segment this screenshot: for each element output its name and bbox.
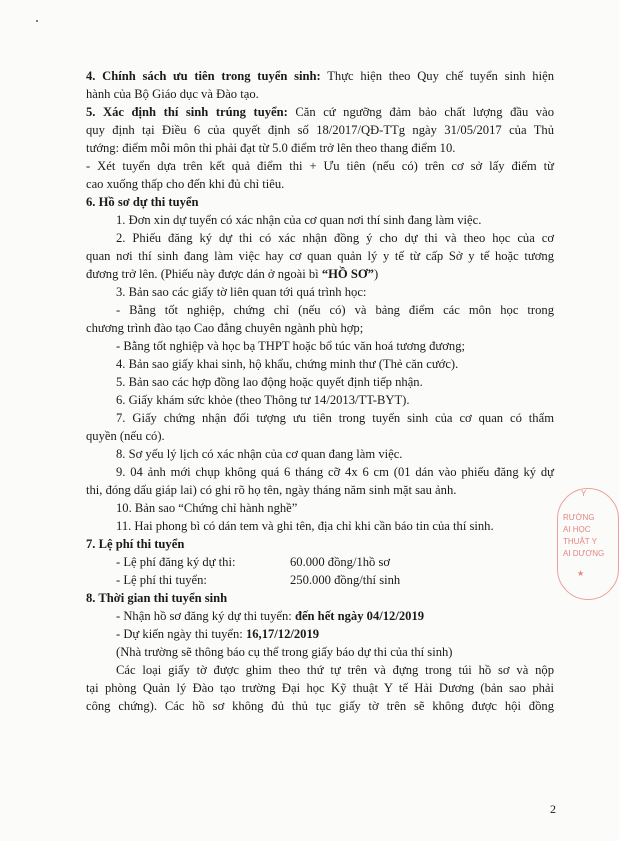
list-item: 9. 04 ảnh mới chụp không quá 6 tháng cỡ 4x 6 cm (01 dán vào phiếu đăng ký dự xyxy=(116,465,554,479)
stamp: RƯỜNG xyxy=(563,513,595,522)
text-line: chương trình đào tạo Cao đẳng chuyên ngành phù hợp; xyxy=(86,321,364,335)
stamp: AI DƯƠNG xyxy=(563,549,605,558)
list-item: - Bằng tốt nghiệp, chứng chỉ (nếu có) và bảng điểm các môn học trong xyxy=(116,303,554,317)
text-line: tướng: điểm mỗi môn thi phải đạt từ 5.0 điểm trở lên theo thang điểm 10. xyxy=(86,141,456,155)
text-line: Các loại giấy tờ được ghim theo thứ tự trên và đựng trong túi hồ sơ và nộp xyxy=(116,663,554,677)
line-4-priority xyxy=(86,68,554,84)
text-bold: đến hết ngày 04/12/2019 xyxy=(294,609,425,623)
text-line: thi, đóng dấu giáp lai) có ghi rõ họ tên, ngày tháng năm sinh mặt sau ảnh. xyxy=(86,483,457,497)
text-line: quy định tại Điều 6 của quyết định số 18/2017/QĐ-TTg ngày 31/05/2017 của Thủ xyxy=(86,123,554,137)
stamp: Y xyxy=(581,489,587,498)
stamp: ★ xyxy=(577,569,585,578)
list-item: 3. Bản sao các giấy tờ liên quan tới quá trình học: xyxy=(116,285,367,299)
list-item: 4. Bản sao giấy khai sinh, hộ khẩu, chứng minh thư (Thẻ căn cước). xyxy=(116,357,459,371)
list-item: 7. Giấy chứng nhận đối tượng ưu tiên trong tuyển sinh của cơ quan có thẩm xyxy=(116,411,554,425)
fee-value: 60.000 đồng/1hồ sơ xyxy=(290,555,391,569)
stamp: AI HỌC xyxy=(563,525,591,534)
list-item: - Bằng tốt nghiệp và học bạ THPT hoặc bổ túc văn hoá tương đương; xyxy=(116,339,465,353)
schedule-item xyxy=(116,626,319,642)
list-item: 11. Hai phong bì có dán tem và ghi tên, địa chỉ khi cần báo tin của thí sinh. xyxy=(116,519,494,533)
text: Căn cứ ngưỡng đảm bảo chất lượng đầu vào xyxy=(287,105,554,119)
text: - Dự kiến ngày thi tuyển: xyxy=(116,627,246,641)
text-line: - Xét tuyển dựa trên kết quả điểm thi + Ưu tiên (nếu có) trên cơ sở lấy điểm từ xyxy=(86,159,554,173)
text: Thực hiện theo Quy chế tuyển sinh hiện xyxy=(320,69,554,83)
fee-label: - Lệ phí thi tuyển: xyxy=(116,573,207,587)
text-line: cao xuống thấp cho đến khi đủ chỉ tiêu. xyxy=(86,177,285,191)
text-line: quyền (nếu có). xyxy=(86,429,165,443)
text-line: hành của Bộ Giáo dục và Đào tạo. xyxy=(86,87,259,101)
text: ) xyxy=(373,267,379,281)
list-item: 1. Đơn xin dự tuyển có xác nhận của cơ quan nơi thí sinh đang làm việc. xyxy=(116,213,482,227)
page-number: 2 xyxy=(550,802,556,816)
text-bold: “HỒ SƠ” xyxy=(321,267,374,281)
text-line: quan nơi thí sinh đang làm việc hay cơ quan quản lý y tế từ cấp Sở y tế hoặc tương xyxy=(86,249,554,263)
text: đương trở lên. (Phiếu này được dán ở ngoài bì xyxy=(86,267,322,281)
schedule-item xyxy=(116,608,424,624)
scan-speck xyxy=(36,20,38,22)
school-seal-stamp xyxy=(555,488,607,608)
heading-schedule: 8. Thời gian thi tuyển sinh xyxy=(86,591,228,605)
heading-priority: 4. Chính sách ưu tiên trong tuyển sinh: xyxy=(86,69,321,83)
text-bold: 16,17/12/2019 xyxy=(245,627,320,641)
list-item: 10. Bản sao “Chứng chỉ hành nghề” xyxy=(116,501,298,515)
fee-value: 250.000 đồng/thí sinh xyxy=(290,573,401,587)
fee-label: - Lệ phí đăng ký dự thi: xyxy=(116,555,236,569)
heading-documents: 6. Hồ sơ dự thi tuyển xyxy=(86,195,199,209)
text-line: công chứng). Các hồ sơ không đủ thủ tục giấy tờ trên sẽ không được hội đồng xyxy=(86,699,554,713)
stamp: THUẬT Y xyxy=(563,537,597,546)
text: - Nhận hồ sơ đăng ký dự thi tuyển: xyxy=(116,609,295,623)
heading-admission: 5. Xác định thí sinh trúng tuyển: xyxy=(86,105,288,119)
heading-fees: 7. Lệ phí thi tuyển xyxy=(86,537,185,551)
text-line xyxy=(86,266,378,282)
list-item: 2. Phiếu đăng ký dự thi có xác nhận đồng ý cho dự thi và theo học của cơ xyxy=(116,231,554,245)
list-item: 6. Giấy khám sức khỏe (theo Thông tư 14/2013/TT-BYT). xyxy=(116,393,410,407)
list-item: 5. Bản sao các hợp đồng lao động hoặc quyết định tiếp nhận. xyxy=(116,375,423,389)
text-line: (Nhà trường sẽ thông báo cụ thể trong giấy báo dự thi của thí sinh) xyxy=(116,645,453,659)
line-5-admission xyxy=(86,104,554,120)
list-item: 8. Sơ yếu lý lịch có xác nhận của cơ quan đang làm việc. xyxy=(116,447,403,461)
text-line: tại phòng Quản lý Đào tạo trường Đại học Kỹ thuật Y tế Hải Dương (bản sao phải xyxy=(86,681,554,695)
